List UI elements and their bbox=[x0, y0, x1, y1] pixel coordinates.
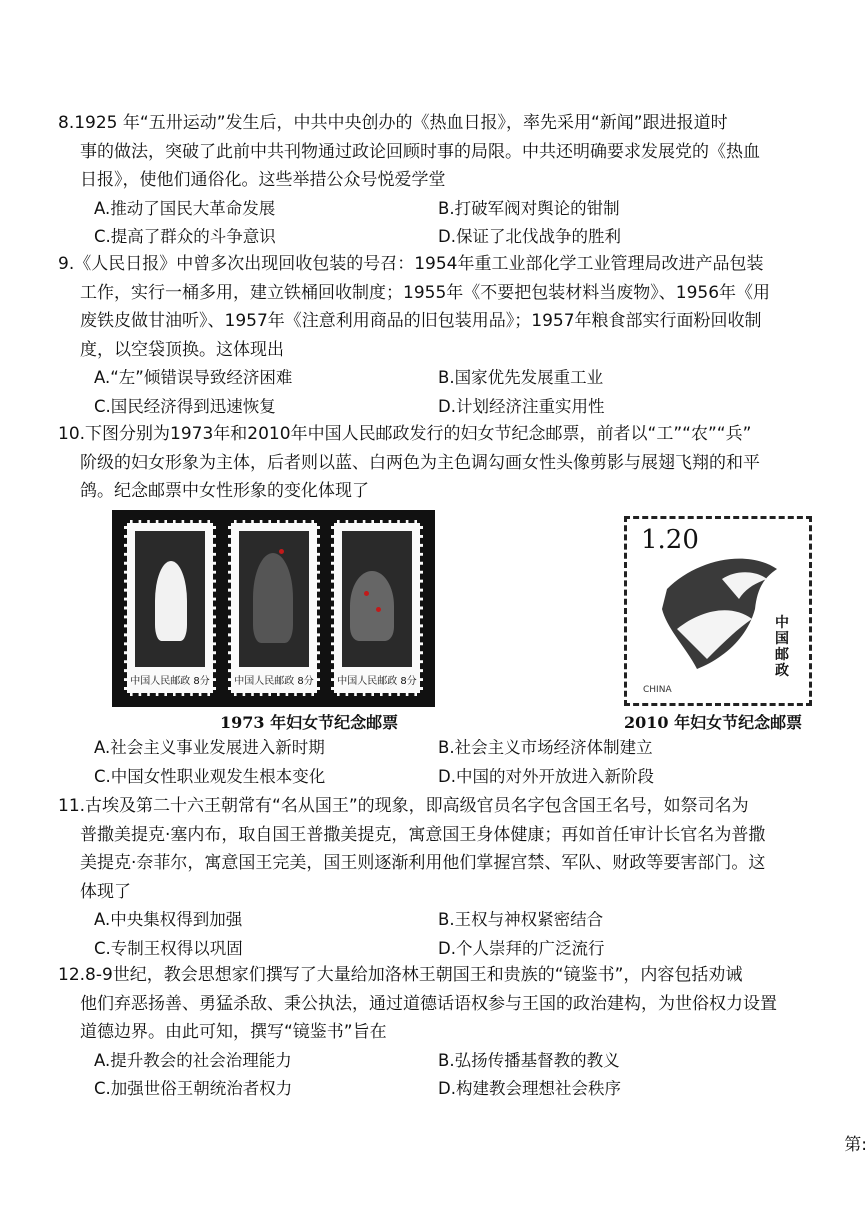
stamp-latin: CHINA bbox=[643, 685, 672, 695]
question-stem bbox=[58, 961, 848, 1047]
option-c: C.提高了群众的斗争意识 bbox=[94, 227, 276, 246]
option-d: D.构建教会理想社会秩序 bbox=[438, 1079, 621, 1098]
stem-line: 工作，实行一桶多用，建立铁桶回收制度；1955年《不要把包装材料当废物》、1956年《用 bbox=[80, 282, 771, 303]
question-9 bbox=[58, 250, 848, 421]
stem-line: 美提克·奈菲尔，寓意国王完美，国王则逐渐利用他们掌握宫禁、军队、财政等要害部门。这 bbox=[80, 853, 766, 873]
stem-line: 日报》，使他们通俗化。这些举措公众号悦爱学堂 bbox=[80, 170, 446, 190]
stamp-1973-soldier bbox=[331, 520, 423, 696]
stamp-country: 中国邮政 bbox=[775, 615, 789, 679]
options bbox=[58, 195, 848, 252]
stem-line: 阶级的妇女形象为主体，后者则以蓝、白两色为主色调勾画女性头像剪影与展翅飞翔的和平 bbox=[80, 452, 760, 473]
option-d: D.中国的对外开放进入新阶段 bbox=[438, 766, 654, 786]
stem-line: 鸽。纪念邮票中女性形象的变化体现了 bbox=[80, 481, 369, 501]
options bbox=[58, 906, 848, 963]
stem-line: 11.古埃及第二十六王朝常有“名从国王”的现象，即高级官员名字包含国王名号，如祭司名为 bbox=[58, 796, 749, 816]
stem-line: 度，以空袋顶换。这体现出 bbox=[80, 339, 284, 360]
question-10-options bbox=[58, 734, 848, 791]
option-b: B.王权与神权紧密结合 bbox=[438, 910, 604, 929]
stem-line: 普撒美提克·塞内布，取自国王普撒美提克，寓意国王身体健康；再如首任审计长官名为普撒 bbox=[80, 824, 766, 845]
options bbox=[58, 1047, 848, 1104]
options bbox=[58, 734, 848, 791]
stamp-1973-farmer bbox=[228, 520, 320, 696]
option-b: B.打破军阀对舆论的钳制 bbox=[438, 198, 620, 218]
option-c: C.专制王权得以巩固 bbox=[94, 938, 243, 958]
question-stem bbox=[58, 792, 848, 906]
question-8 bbox=[58, 109, 848, 252]
question-stem bbox=[58, 420, 848, 506]
stem-line: 事的做法，突破了此前中共刊物通过政论回顾时事的局限。中共还明确要求发展党的《热血 bbox=[80, 141, 760, 162]
question-stem bbox=[58, 250, 848, 364]
stamps-1973-image bbox=[112, 510, 435, 707]
option-c: C.中国女性职业观发生根本变化 bbox=[94, 766, 326, 786]
option-d: D.保证了北伐战争的胜利 bbox=[438, 227, 621, 246]
option-b: B.国家优先发展重工业 bbox=[438, 368, 604, 387]
stem-line: 8.1925 年“五卅运动”发生后，中共中央创办的《热血日报》，率先采用“新闻”跟进报道时 bbox=[58, 113, 728, 133]
stamp-2010-image bbox=[624, 516, 812, 706]
option-a: A.提升教会的社会治理能力 bbox=[94, 1050, 292, 1070]
options bbox=[58, 364, 848, 421]
option-a: A.“左”倾错误导致经济困难 bbox=[94, 368, 293, 387]
caption-1973: 1973 年妇女节纪念邮票 bbox=[220, 713, 399, 732]
stamp-text: 中国人民邮政 8分 bbox=[234, 676, 314, 687]
stem-line: 9.《人民日报》中曾多次出现回收包装的号召：1954年重工业部化学工业管理局改进产品包装 bbox=[58, 254, 764, 274]
page-number-label: 第: bbox=[844, 1135, 867, 1155]
stem-line: 他们弃恶扬善、勇猛杀敌、秉公执法，通过道德话语权参与王国的政治建构，为世俗权力设置 bbox=[80, 993, 777, 1014]
stem-line: 体现了 bbox=[80, 881, 131, 902]
option-d: D.个人崇拜的广泛流行 bbox=[438, 938, 605, 958]
option-b: B.弘扬传播基督教的教义 bbox=[438, 1050, 620, 1070]
option-a: A.社会主义事业发展进入新时期 bbox=[94, 738, 325, 757]
question-11 bbox=[58, 792, 848, 963]
option-d: D.计划经济注重实用性 bbox=[438, 396, 605, 416]
option-b: B.社会主义市场经济体制建立 bbox=[438, 738, 653, 757]
option-c: C.加强世俗王朝统治者权力 bbox=[94, 1079, 293, 1098]
caption-2010: 2010 年妇女节纪念邮票 bbox=[624, 713, 803, 732]
stem-line: 10.下图分别为1973年和2010年中国人民邮政发行的妇女节纪念邮票，前者以“工”“农”“兵” bbox=[58, 424, 752, 444]
question-10 bbox=[58, 420, 848, 506]
stem-line: 废铁皮做甘油听》、1957年《注意利用商品的旧包装用品》；1957年粮食部实行面粉回收制 bbox=[80, 311, 762, 331]
option-a: A.推动了国民大革命发展 bbox=[94, 198, 276, 218]
stamp-text: 中国人民邮政 8分 bbox=[337, 676, 417, 687]
stamp-1973-worker bbox=[124, 520, 216, 696]
option-c: C.国民经济得到迅速恢复 bbox=[94, 396, 276, 416]
stem-line: 12.8-9世纪，教会思想家们撰写了大量给加洛林王朝国王和贵族的“镜鉴书”，内容包括劝诫 bbox=[58, 965, 743, 985]
stamp-text: 中国人民邮政 8分 bbox=[130, 676, 210, 687]
stem-line: 道德边界。由此可知，撰写“镜鉴书”旨在 bbox=[80, 1022, 387, 1042]
question-stem bbox=[58, 109, 848, 195]
option-a: A.中央集权得到加强 bbox=[94, 910, 243, 929]
stamp-price: 1.20 bbox=[641, 525, 699, 555]
question-12 bbox=[58, 961, 848, 1104]
